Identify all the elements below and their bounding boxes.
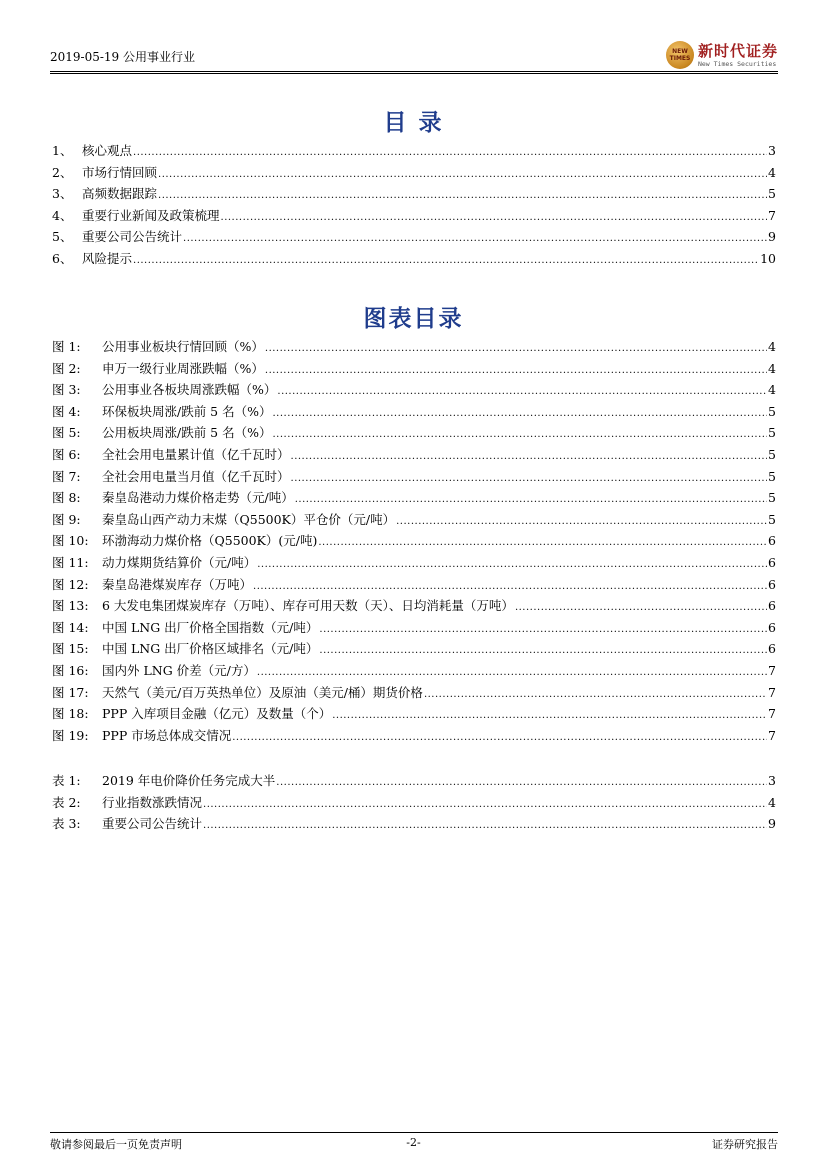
dot-leader — [291, 451, 768, 462]
dot-leader — [273, 429, 768, 440]
figure-entry-number: 图 9: — [52, 511, 81, 527]
figure-entry-page: 6 — [768, 598, 776, 614]
toc-entry-number: 1、 — [52, 143, 73, 158]
toc-entry-label: 市场行情回顾 — [82, 164, 158, 180]
logo-english-name: New Times Securities — [697, 59, 777, 68]
toc-entry-number: 6、 — [52, 250, 73, 266]
figure-entry[interactable] — [52, 488, 776, 510]
table-entry-label: 2019 年电价降价任务完成大半 — [102, 773, 276, 788]
page-header — [50, 40, 778, 70]
figure-entry[interactable] — [52, 423, 776, 445]
table-entry-page: 4 — [768, 794, 776, 810]
figure-entry-page: 7 — [768, 706, 776, 722]
toc-entry[interactable] — [52, 163, 776, 185]
figure-entry-number: 图 18: — [52, 706, 89, 722]
toc-entry-number: 3、 — [52, 186, 73, 202]
dot-leader — [273, 408, 768, 419]
figure-entry-page: 6 — [768, 576, 776, 592]
company-logo — [666, 40, 778, 70]
figure-entry-number: 图 5: — [52, 425, 81, 441]
toc-entry[interactable] — [52, 184, 776, 206]
logo-badge-icon: NEW TIMES — [666, 41, 694, 69]
figure-entry-number: 图 4: — [52, 403, 81, 419]
figure-entry-page: 4 — [768, 339, 776, 354]
figures-list — [52, 337, 776, 747]
toc-entry-page: 3 — [768, 143, 776, 158]
toc-entry[interactable] — [52, 141, 776, 163]
dot-leader — [265, 343, 767, 354]
table-entry-number: 表 2: — [52, 794, 81, 810]
footer-page-number: -2- — [406, 1136, 421, 1149]
table-entry-number: 表 3: — [52, 816, 81, 832]
dot-leader — [203, 820, 767, 831]
figure-entry[interactable] — [52, 618, 776, 640]
figure-entry[interactable] — [52, 531, 776, 553]
figure-entry-label: 公用事业各板块周涨跌幅（%） — [102, 382, 277, 398]
figure-entry-label: 环保板块周涨/跌前 5 名（%） — [102, 403, 272, 419]
figure-entry-label: 6 大发电集团煤炭库存（万吨）、库存可用天数（天）、日均消耗量（万吨） — [102, 598, 514, 614]
table-entry-page: 9 — [768, 816, 776, 832]
figure-entry-number: 图 19: — [52, 727, 89, 743]
figure-entry-page: 6 — [768, 619, 776, 635]
toc-entry-number: 5、 — [52, 229, 73, 245]
figure-entry-page: 5 — [768, 403, 776, 419]
table-entry-page: 3 — [768, 773, 776, 788]
figure-entry-number: 图 12: — [52, 576, 89, 592]
toc-title: 目 录 — [383, 109, 444, 136]
figure-entry-number: 图 2: — [52, 360, 81, 376]
figure-entry[interactable] — [52, 661, 776, 683]
figure-entry[interactable] — [52, 510, 776, 532]
footer-disclaimer: 敬请参阅最后一页免责声明 — [50, 1138, 182, 1151]
figure-entry-number: 图 3: — [52, 382, 81, 398]
dot-leader — [183, 233, 767, 244]
table-entry-number: 表 1: — [52, 773, 81, 788]
figure-entry-number: 图 8: — [52, 490, 81, 506]
table-entry[interactable] — [52, 771, 776, 793]
figure-entry-number: 图 6: — [52, 446, 81, 462]
dot-leader — [158, 190, 767, 201]
figure-entry-page: 5 — [768, 425, 776, 441]
figure-entry[interactable] — [52, 575, 776, 597]
dot-leader — [158, 169, 767, 180]
dot-leader — [396, 516, 767, 527]
toc-entry-label: 重要行业新闻及政策梳理 — [82, 207, 220, 223]
figure-entry-page: 6 — [768, 554, 776, 570]
dot-leader — [221, 212, 768, 223]
toc-entry[interactable] — [52, 249, 776, 271]
figure-entry[interactable] — [52, 402, 776, 424]
dot-leader — [319, 645, 767, 656]
figure-entry[interactable] — [52, 445, 776, 467]
toc-entry-label: 高频数据跟踪 — [82, 186, 158, 202]
toc-entry-label: 核心观点 — [82, 143, 133, 158]
footer-rule — [50, 1132, 778, 1133]
dot-leader — [265, 365, 767, 376]
tables-list — [52, 771, 776, 836]
toc-list — [52, 141, 776, 271]
dot-leader — [318, 537, 767, 548]
dot-leader — [257, 559, 767, 570]
figure-entry-label: 全社会用电量当月值（亿千瓦时） — [102, 468, 290, 484]
toc-entry[interactable] — [52, 206, 776, 228]
figure-entry-page: 6 — [768, 533, 776, 549]
figure-entry-number: 图 14: — [52, 619, 89, 635]
dot-leader — [319, 624, 767, 635]
figure-entry-number: 图 7: — [52, 468, 81, 484]
figure-entry-page: 4 — [768, 382, 776, 398]
figure-entry[interactable] — [52, 683, 776, 705]
toc-entry-page: 5 — [768, 186, 776, 202]
dot-leader — [133, 147, 767, 158]
footer-report-type: 证券研究报告 — [712, 1138, 778, 1151]
toc-entry-page: 4 — [768, 164, 776, 180]
figure-entry-label: PPP 入库项目金融（亿元）及数量（个） — [102, 706, 332, 722]
figure-entry[interactable] — [52, 704, 776, 726]
dot-leader — [232, 732, 767, 743]
figure-entry[interactable] — [52, 337, 776, 359]
dot-leader — [253, 581, 767, 592]
figure-entry-label: 天然气（美元/百万英热单位）及原油（美元/桶）期货价格 — [102, 684, 423, 700]
figure-entry-page: 5 — [768, 490, 776, 506]
dot-leader — [133, 255, 759, 266]
figure-entry-page: 5 — [768, 446, 776, 462]
toc-entry-label: 风险提示 — [82, 250, 133, 266]
toc-entry-number: 2、 — [52, 164, 73, 180]
dot-leader — [424, 689, 767, 700]
figure-entry[interactable] — [52, 467, 776, 489]
dot-leader — [257, 667, 767, 678]
figure-entry-label: 环渤海动力煤价格（Q5500K）(元/吨) — [102, 533, 318, 549]
table-entry[interactable] — [52, 814, 776, 836]
figure-entry-label: 公用板块周涨/跌前 5 名（%） — [102, 425, 272, 441]
toc-entry-label: 重要公司公告统计 — [82, 229, 183, 245]
figure-entry-number: 图 1: — [52, 339, 81, 354]
dot-leader — [276, 777, 767, 788]
toc-entry-page: 9 — [768, 229, 776, 245]
toc-entry[interactable] — [52, 227, 776, 249]
figure-entry-page: 7 — [768, 727, 776, 743]
figure-entry-label: 中国 LNG 出厂价格区域排名（元/吨） — [102, 641, 319, 657]
figure-entry-label: 秦皇岛港煤炭库存（万吨） — [102, 576, 253, 592]
figure-entry-label: 秦皇岛山西产动力末煤（Q5500K）平仓价（元/吨） — [102, 511, 396, 527]
figure-entry-number: 图 13: — [52, 598, 89, 614]
figure-entry-page: 6 — [768, 641, 776, 657]
header-date-sector: 2019-05-19 公用事业行业 — [50, 50, 196, 64]
toc-entry-page: 7 — [768, 207, 776, 223]
dot-leader — [291, 473, 768, 484]
figures-title: 图表目录 — [363, 305, 464, 332]
figure-entry-label: PPP 市场总体成交情况 — [102, 727, 232, 743]
figure-entry-page: 7 — [768, 662, 776, 678]
table-entry-label: 行业指数涨跌情况 — [102, 794, 203, 810]
logo-chinese-name: 新时代证券 — [697, 41, 778, 60]
toc-entry-number: 4、 — [52, 207, 73, 223]
figure-entry-number: 图 16: — [52, 662, 89, 678]
figure-entry-number: 图 15: — [52, 641, 89, 657]
dot-leader — [295, 494, 767, 505]
figure-entry-label: 动力煤期货结算价（元/吨） — [102, 554, 257, 570]
header-rule — [50, 71, 778, 72]
figure-entry-label: 中国 LNG 出厂价格全国指数（元/吨） — [102, 619, 319, 635]
table-entry[interactable] — [52, 793, 776, 815]
figure-entry-page: 4 — [768, 360, 776, 376]
figure-entry-label: 秦皇岛港动力煤价格走势（元/吨） — [102, 490, 294, 506]
figure-entry[interactable] — [52, 726, 776, 748]
dot-leader — [277, 386, 767, 397]
figure-entry-label: 全社会用电量累计值（亿千瓦时） — [102, 446, 290, 462]
figure-entry[interactable] — [52, 553, 776, 575]
figure-entry-page: 7 — [768, 684, 776, 700]
figure-entry[interactable] — [52, 359, 776, 381]
toc-entry-page: 10 — [760, 250, 776, 266]
figure-entry[interactable] — [52, 380, 776, 402]
figure-entry-number: 图 17: — [52, 684, 89, 700]
figure-entry-number: 图 11: — [52, 554, 89, 570]
figure-entry-label: 申万一级行业周涨跌幅（%） — [102, 360, 264, 376]
dot-leader — [203, 799, 767, 810]
dot-leader — [515, 602, 767, 613]
header-rule-thin — [50, 73, 778, 74]
table-entry-label: 重要公司公告统计 — [102, 816, 203, 832]
figure-entry[interactable] — [52, 639, 776, 661]
dot-leader — [332, 710, 767, 721]
figure-entry-page: 5 — [768, 511, 776, 527]
figure-entry-number: 图 10: — [52, 533, 89, 549]
figure-entry[interactable] — [52, 596, 776, 618]
figure-entry-label: 公用事业板块行情回顾（%） — [102, 339, 264, 354]
figure-entry-label: 国内外 LNG 价差（元/方） — [102, 662, 256, 678]
figure-entry-page: 5 — [768, 468, 776, 484]
